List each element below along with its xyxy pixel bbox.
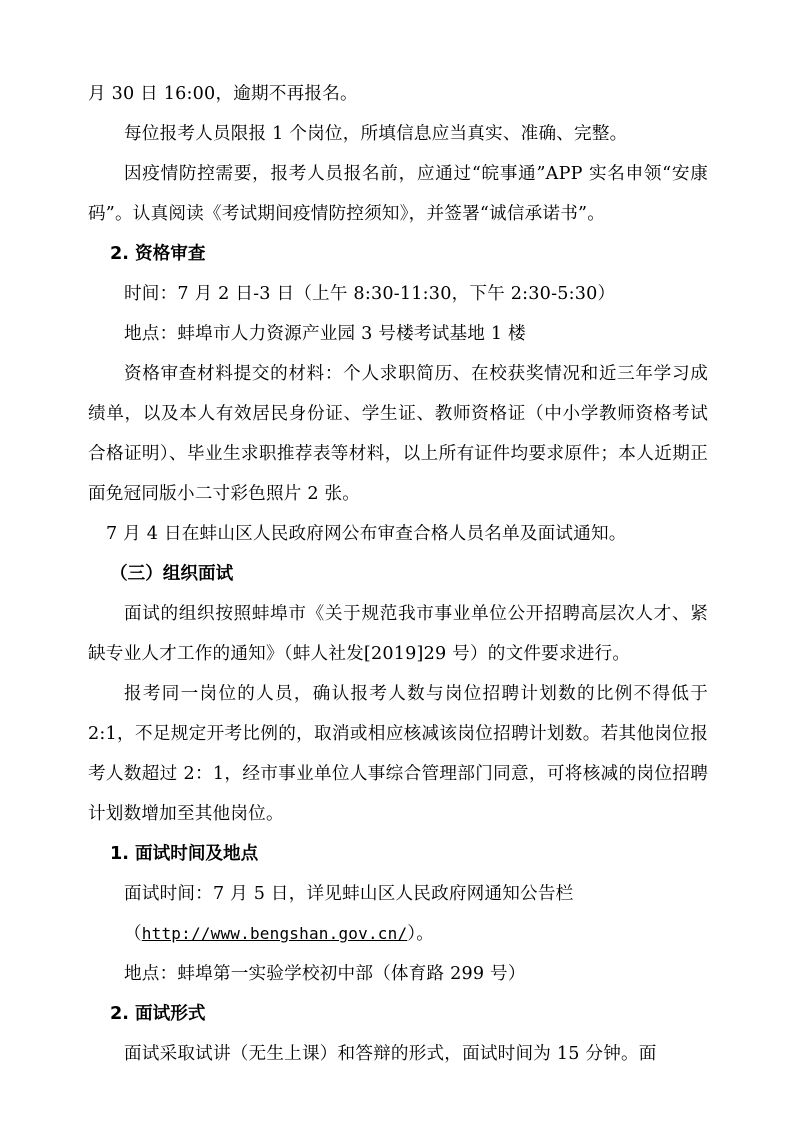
paragraph-interview-time: 面试时间：7 月 5 日，详见蚌山区人民政府网通知公告栏	[124, 884, 574, 904]
paragraph-one-post: 每位报考人员限报 1 个岗位，所填信息应当真实、准确、完整。	[124, 124, 628, 144]
heading-qualification-review: 2. 资格审查	[110, 244, 206, 264]
paragraph-interview-place: 地点：蚌埠第一实验学校初中部（体育路 299 号）	[124, 964, 526, 984]
heading-interview-time-place: 1. 面试时间及地点	[110, 844, 259, 864]
paragraph-review-place: 地点：蚌埠市人力资源产业园 3 号楼考试基地 1 楼	[124, 324, 526, 344]
paren-open: （	[124, 924, 142, 944]
paragraph-deadline: 月 30 日 16:00，逾期不再报名。	[88, 84, 358, 104]
paragraph-interview-format: 面试采取试讲（无生上课）和答辩的形式，面试时间为 15 分钟。面	[124, 1044, 657, 1064]
bengshan-gov-link[interactable]: http://www.bengshan.gov.cn/	[141, 924, 408, 943]
paragraph-interview-basis: 面试的组织按照蚌埠市《关于规范我市事业单位公开招聘高层次人才、紧缺专业人才工作的通知》（蚌人社发[2019]29 号）的文件要求进行。	[88, 604, 708, 664]
paragraph-epidemic-control: 因疫情防控需要，报考人员报名前，应通过“皖事通”APP 实名申领“安康码”。认真阅读《考试期间疫情防控须知》，并签署“诚信承诺书”。	[88, 164, 708, 224]
paren-close: ）。	[407, 924, 435, 944]
paragraph-interview-url	[88, 914, 708, 954]
paragraph-review-materials: 资格审查材料提交的材料：个人求职简历、在校获奖情况和近三年学习成绩单，以及本人有效居民身份证、学生证、教师资格证（中小学教师资格考试合格证明）、毕业生求职推荐表等材料，以上所有证件均要求原件；本人近期正面免冠同版小二寸彩色照片 2 张。	[88, 364, 708, 504]
paragraph-review-time: 时间：7 月 2 日-3 日（上午 8:30-11:30，下午 2:30-5:30）	[124, 284, 616, 304]
heading-organize-interview: （三）组织面试	[110, 563, 234, 584]
paragraph-exam-ratio: 报考同一岗位的人员，确认报考人数与岗位招聘计划数的比例不得低于 2:1，不足规定开考比例的，取消或相应核减该岗位招聘计划数。若其他岗位报考人数超过 2：1，经市事业单位人事综合管理部门同意，可将核减的岗位招聘计划数增加至其他岗位。	[88, 684, 708, 824]
heading-interview-format: 2. 面试形式	[110, 1004, 206, 1024]
paragraph-announce-list: 7 月 4 日在蚌山区人民政府网公布审查合格人员名单及面试通知。	[106, 524, 627, 544]
document-body	[88, 74, 708, 1074]
